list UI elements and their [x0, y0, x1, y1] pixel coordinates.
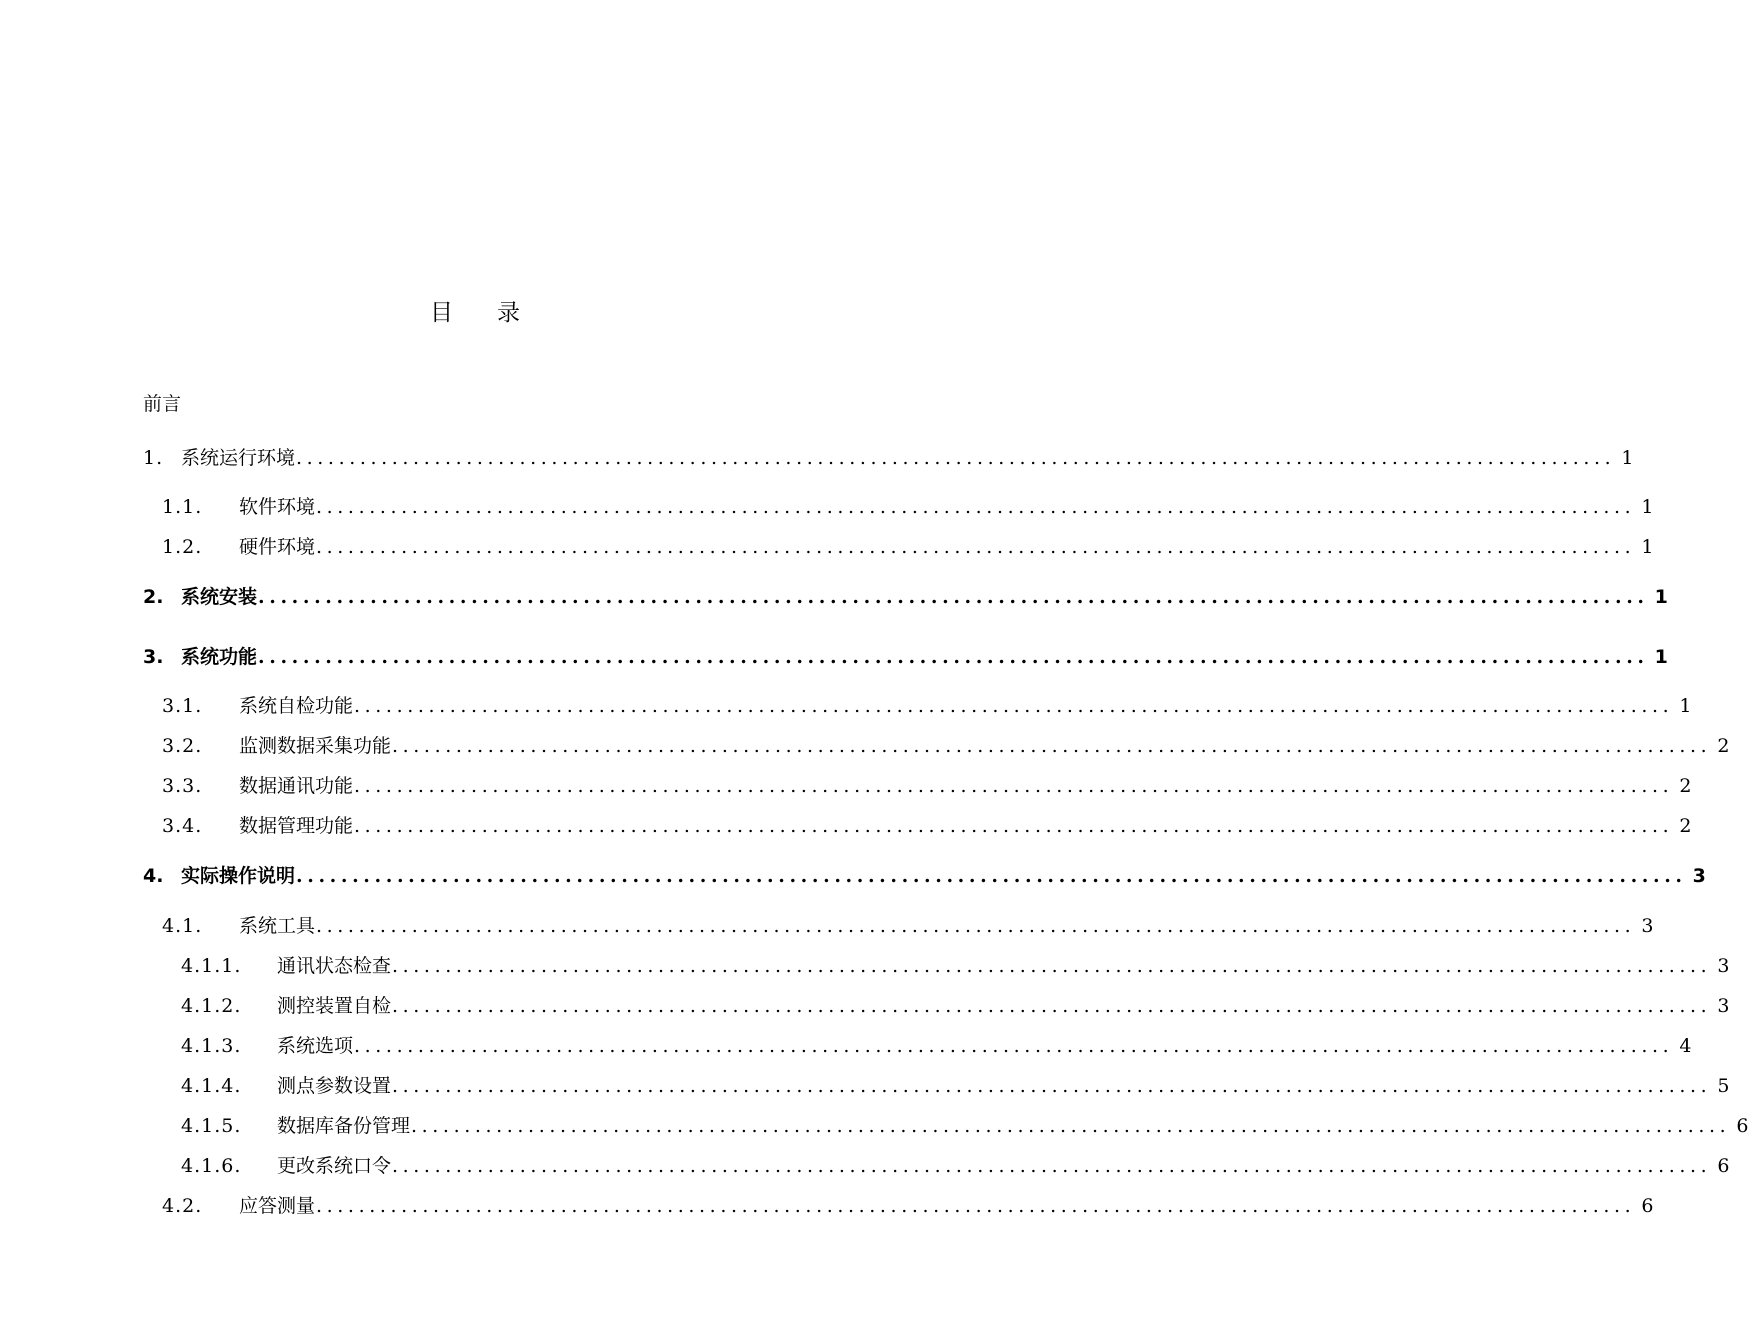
toc-entry-number: 3.4. [162, 815, 203, 837]
toc-entry-title: 测控装置自检 [277, 995, 392, 1017]
toc-entry-page: 1 [1679, 695, 1692, 717]
toc-leader-dots: ............................................................................................................................ [354, 1035, 1674, 1057]
toc-entry-page: 1 [1654, 646, 1668, 668]
toc-leader-dots: ............................................................................................................................ [392, 735, 1712, 757]
toc-entry-page: 4 [1679, 1035, 1692, 1057]
toc-entry-page: 3 [1641, 915, 1654, 937]
toc-entry-page: 3 [1717, 955, 1730, 977]
toc-leader-dots: ............................................................................................................................ [258, 586, 1649, 608]
toc-entry[interactable] [0, 912, 1654, 940]
toc-entry-number: 3.3. [162, 775, 203, 797]
toc-entry-page: 3 [1692, 865, 1706, 887]
toc-entry-title: 系统运行环境 [181, 447, 296, 469]
toc-entry-number: 3.2. [162, 735, 203, 757]
toc-entry-number: 4.1.2. [181, 995, 242, 1017]
toc-entry-title: 测点参数设置 [277, 1075, 392, 1097]
toc-entry[interactable] [0, 732, 1730, 760]
toc-entry-title: 软件环境 [239, 496, 316, 518]
toc-entry-page: 1 [1654, 586, 1668, 608]
toc-leader-dots: ............................................................................................................................ [316, 915, 1636, 937]
toc-leader-dots: ............................................................................................................................ [296, 447, 1616, 469]
toc-entry-page: 1 [1641, 536, 1654, 558]
toc-entry[interactable] [0, 444, 1634, 472]
toc-entry[interactable] [0, 1152, 1730, 1180]
toc-entry-page: 6 [1736, 1115, 1748, 1137]
toc-entry[interactable] [0, 692, 1692, 720]
toc-entry[interactable] [0, 812, 1692, 840]
toc-leader-dots: ............................................................................................................................ [392, 955, 1712, 977]
toc-entry-title: 系统自检功能 [239, 695, 354, 717]
toc-leader-dots: ............................................................................................................................ [411, 1115, 1731, 1137]
toc-entry[interactable] [0, 533, 1654, 561]
toc-entry[interactable] [0, 772, 1692, 800]
toc-entry-title: 系统选项 [277, 1035, 354, 1057]
toc-entry[interactable] [0, 493, 1654, 521]
toc-entry-title: 数据管理功能 [239, 815, 354, 837]
toc-entry-page: 6 [1717, 1155, 1730, 1177]
toc-entry-number: 1.2. [162, 536, 203, 558]
toc-leader-dots: ............................................................................................................................ [296, 865, 1687, 887]
toc-entry-page: 5 [1717, 1075, 1730, 1097]
toc-leader-dots: ............................................................................................................................ [316, 1195, 1636, 1217]
toc-entry-number: 4.1.6. [181, 1155, 242, 1177]
toc-leader-dots: ............................................................................................................................ [316, 496, 1636, 518]
toc-entry-number: 4. [143, 865, 164, 887]
toc-entry-page: 2 [1717, 735, 1730, 757]
toc-leader-dots: ............................................................................................................................ [316, 536, 1636, 558]
toc-entry-number: 1.1. [162, 496, 203, 518]
toc-leader-dots: ............................................................................................................................ [392, 995, 1712, 1017]
toc-entry-title: 硬件环境 [239, 536, 316, 558]
toc-entry-page: 2 [1679, 815, 1692, 837]
toc-leader-dots: ............................................................................................................................ [392, 1075, 1712, 1097]
toc-entry-number: 2. [143, 586, 164, 608]
title-char-1: 目 [430, 300, 453, 326]
toc-leader-dots: ............................................................................................................................ [354, 695, 1674, 717]
toc-entry[interactable] [0, 1072, 1730, 1100]
toc-entry-number: 4.1.1. [181, 955, 242, 977]
toc-entry-title: 应答测量 [239, 1195, 316, 1217]
toc-entry[interactable] [0, 862, 1706, 890]
toc-entry[interactable] [0, 583, 1668, 611]
toc-entry-title: 数据库备份管理 [277, 1115, 411, 1137]
toc-entry-number: 4.1. [162, 915, 203, 937]
toc-entry-page: 6 [1641, 1195, 1654, 1217]
toc-entry-number: 4.1.4. [181, 1075, 242, 1097]
toc-entry-number: 4.2. [162, 1195, 203, 1217]
toc-preface[interactable]: 前言 [143, 393, 182, 415]
toc-entry[interactable] [0, 643, 1668, 671]
toc-entry-page: 3 [1717, 995, 1730, 1017]
title-char-2: 录 [497, 300, 520, 326]
toc-entry-number: 4.1.3. [181, 1035, 242, 1057]
toc-leader-dots: ............................................................................................................................ [354, 775, 1674, 797]
toc-entry-page: 1 [1641, 496, 1654, 518]
toc-entry-title: 系统安装 [181, 586, 258, 608]
toc-entry-title: 系统功能 [181, 646, 258, 668]
toc-entry-number: 1. [143, 447, 164, 469]
toc-entry[interactable] [0, 1032, 1692, 1060]
toc-entry-title: 更改系统口令 [277, 1155, 392, 1177]
toc-entry-title: 实际操作说明 [181, 865, 296, 887]
toc-entry-page: 2 [1679, 775, 1692, 797]
toc-entry-number: 3. [143, 646, 164, 668]
toc-entry-title: 通讯状态检查 [277, 955, 392, 977]
toc-entry-title: 监测数据采集功能 [239, 735, 392, 757]
toc-entry[interactable] [0, 1112, 1748, 1140]
toc-entry-number: 3.1. [162, 695, 203, 717]
toc-entry[interactable] [0, 992, 1730, 1020]
toc-entry[interactable] [0, 1192, 1654, 1220]
toc-leader-dots: ............................................................................................................................ [258, 646, 1649, 668]
toc-entry[interactable] [0, 952, 1730, 980]
toc-entry-title: 数据通讯功能 [239, 775, 354, 797]
toc-entry-page: 1 [1621, 447, 1634, 469]
toc-entry-title: 系统工具 [239, 915, 316, 937]
toc-entry-number: 4.1.5. [181, 1115, 242, 1137]
toc-leader-dots: ............................................................................................................................ [354, 815, 1674, 837]
toc-leader-dots: ............................................................................................................................ [392, 1155, 1712, 1177]
